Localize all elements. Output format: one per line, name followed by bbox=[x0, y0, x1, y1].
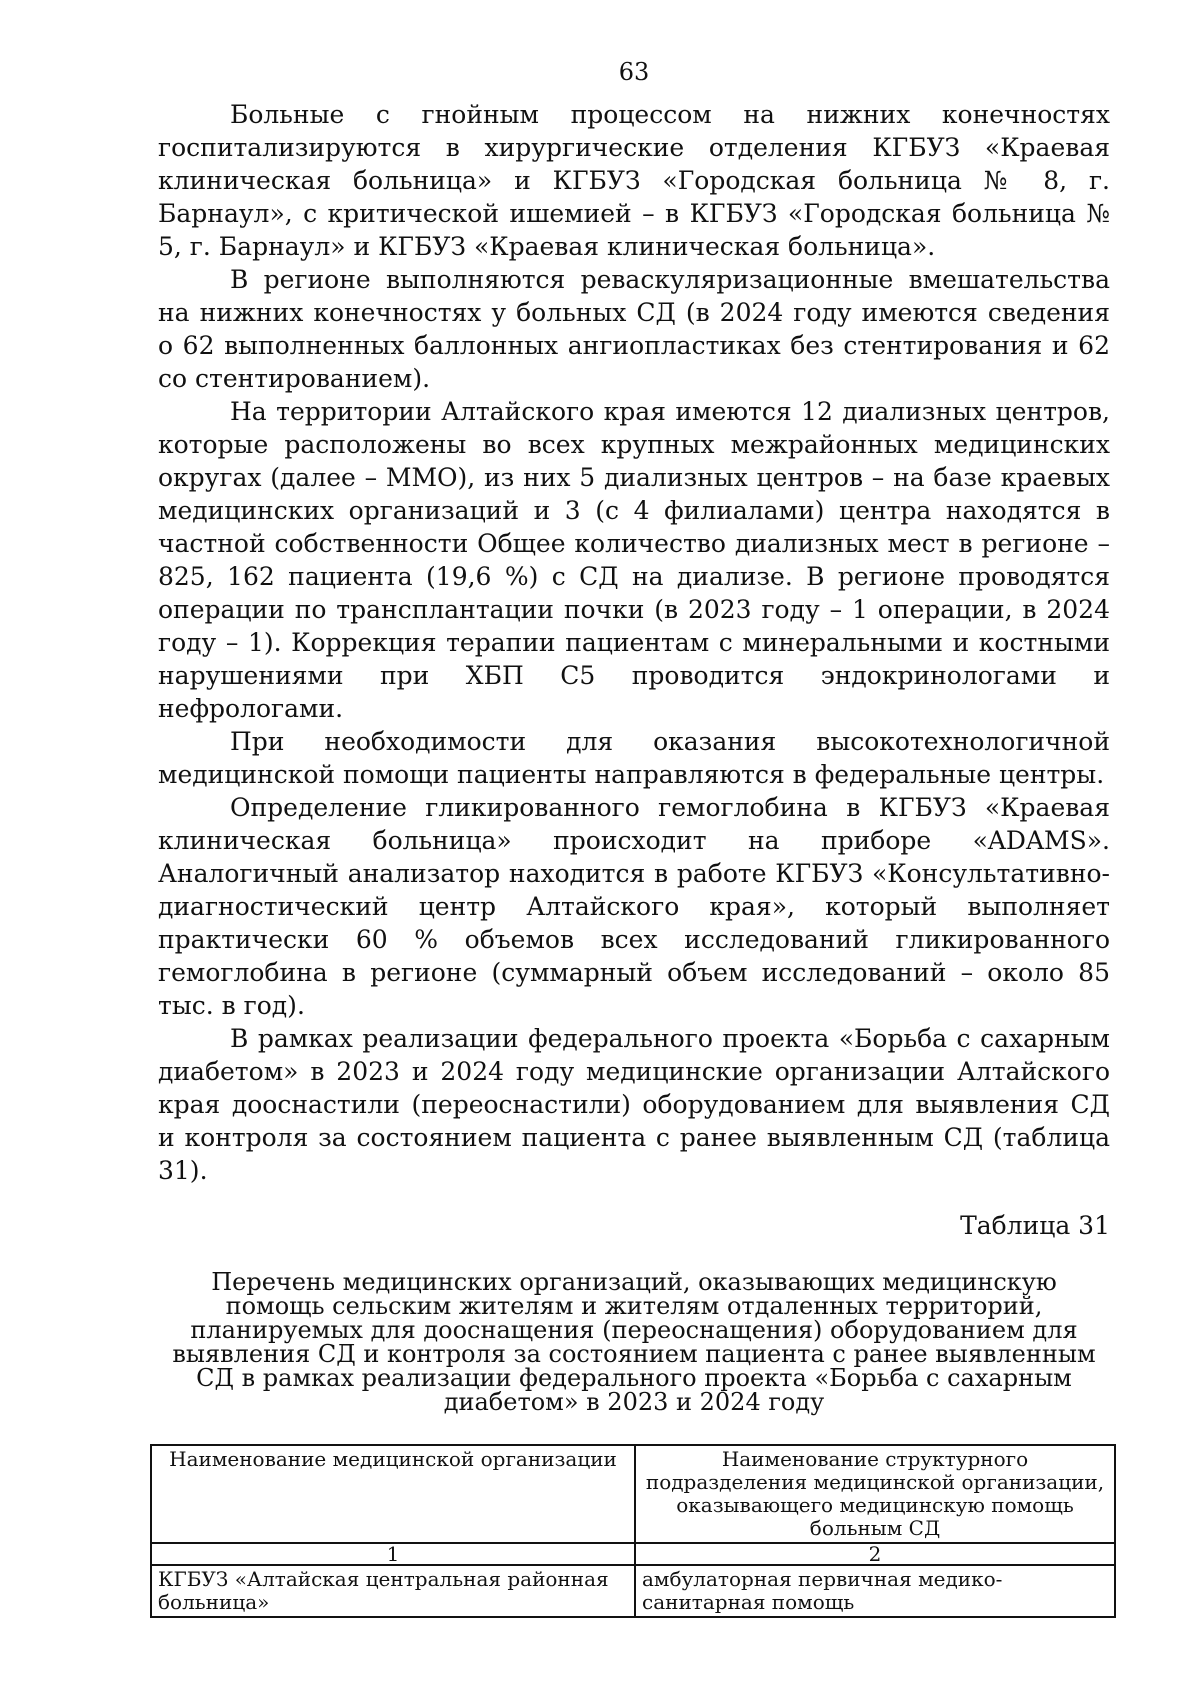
table-caption: Перечень медицинских организаций, оказывающих медицинскую помощь сельским жителям и жителям отдаленных территорий, планируемых для дооснащения (переоснащения) оборудованием для выявления СД и контроля за состоянием пациента с ранее выявленным СД в рамках реализации федерального проекта «Борьба с сахарным диабетом» в 2023 и 2024 году bbox=[172, 1268, 1096, 1416]
column-number-2: 2 bbox=[635, 1543, 1115, 1565]
header-department: Наименование структурного подразделения медицинской организации, оказывающего медицинскую помощь больным СД bbox=[635, 1445, 1115, 1543]
paragraph: При необходимости для оказания высокотехнологичной медицинской помощи пациенты направляются в федеральные центры. bbox=[158, 727, 1110, 789]
paragraph: На территории Алтайского края имеются 12 диализных центров, которые расположены во всех крупных межрайонных медицинских округах (далее – ММО), из них 5 диализных центров – на базе краевых медицинских организаций и 3 (с 4 филиалами) центра находятся в частной собственности Общее количество диализных мест в регионе – 825, 162 пациента (19,6 %) с СД на диализе. В регионе проводятся операции по трансплантации почки (в 2023 году – 1 операции, в 2024 году – 1). Коррекция терапии пациентам с минеральными и костными нарушениями при ХБП С5 проводится эндокринологами и нефрологами. bbox=[158, 397, 1110, 723]
table-row bbox=[151, 1565, 1115, 1617]
cell-organization: КГБУЗ «Алтайская центральная районная больница» bbox=[151, 1565, 635, 1617]
paragraph: Больные с гнойным процессом на нижних конечностях госпитализируются в хирургические отделения КГБУЗ «Краевая клиническая больница» и КГБУЗ «Городская больница № 8, г. Барнаул», с критической ишемией – в КГБУЗ «Городская больница № 5, г. Барнаул» и КГБУЗ «Краевая клиническая больница». bbox=[158, 100, 1110, 261]
paragraph: Определение гликированного гемоглобина в КГБУЗ «Краевая клиническая больница» происходит на приборе «ADAMS». Аналогичный анализатор находится в работе КГБУЗ «Консультативно-диагностический центр Алтайского края», который выполняет практически 60 % объемов всех исследований гликированного гемоглобина в регионе (суммарный объем исследований – около 85 тыс. в год). bbox=[158, 793, 1110, 1020]
document-page bbox=[158, 56, 1110, 1618]
column-number-1: 1 bbox=[151, 1543, 635, 1565]
table-header-row bbox=[151, 1445, 1115, 1543]
table-label: Таблица 31 bbox=[960, 1211, 1110, 1240]
column-number-row bbox=[151, 1543, 1115, 1565]
paragraph: В рамках реализации федерального проекта «Борьба с сахарным диабетом» в 2023 и 2024 году медицинские организации Алтайского края дооснастили (переоснастили) оборудованием для выявления СД и контроля за состоянием пациента с ранее выявленным СД (таблица 31). bbox=[158, 1024, 1110, 1185]
organizations-table bbox=[150, 1444, 1116, 1618]
header-organization: Наименование медицинской организации bbox=[151, 1445, 635, 1543]
page-number: 63 bbox=[618, 58, 650, 86]
paragraph: В регионе выполняются реваскуляризационные вмешательства на нижних конечностях у больных СД (в 2024 году имеются сведения о 62 выполненных баллонных ангиопластиках без стентирования и 62 со стентированием). bbox=[158, 265, 1110, 393]
cell-department: амбулаторная первичная медико-санитарная помощь bbox=[635, 1565, 1115, 1617]
